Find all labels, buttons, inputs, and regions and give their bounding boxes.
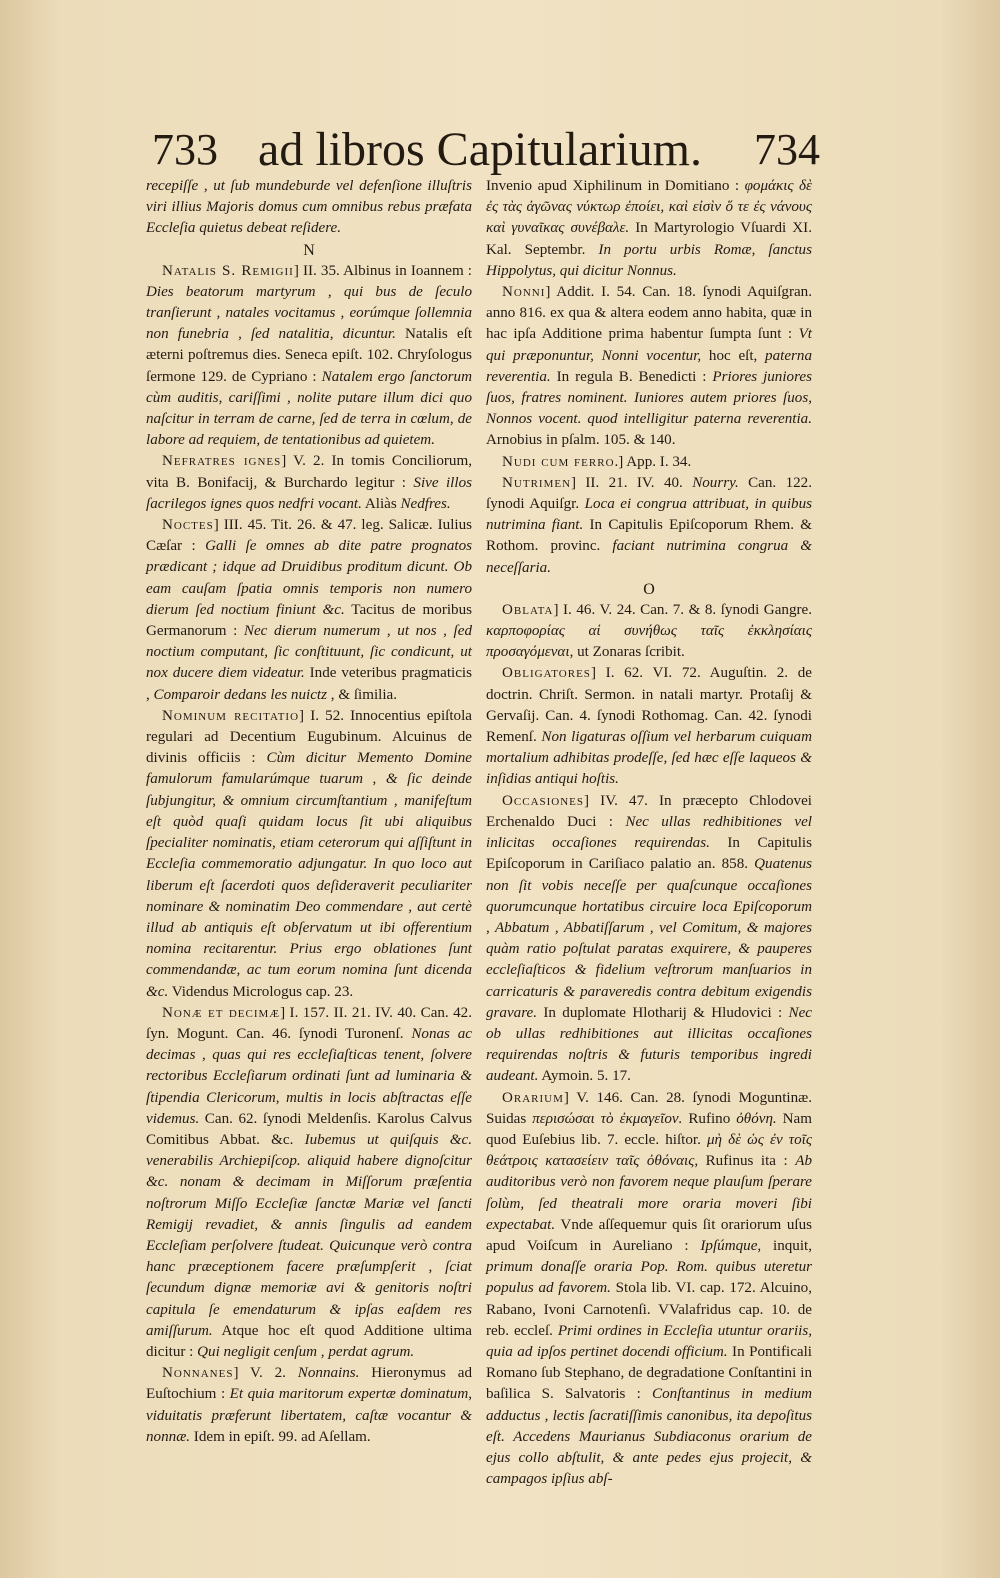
quotation: περισώσαι τὸ ἐκμαγεῖον. [532, 1110, 683, 1127]
page-number-right: 734 [754, 125, 820, 174]
entry-text: Can. 62. ſynodi Meldenſis. Karolus Calvus Comitibus Abbat. &c. [146, 1110, 472, 1148]
quotation: Cùm dicitur Memento Domine famulorum famularúmque tuarum , & ſic deinde ſubjungitur, & omnium circumſtantium , manifeſtum eſt quòd quaſi quidam locus ſit ubi aliquibus ſpecialiter nominatis, etiam ceterorum qui aſſiſtunt in Eccleſia commemoratio adjungatur. In quo loco aut liberum eſt ſacerdoti quos deſideraverit peculiariter nominare & nominatim Deo commendare , aut certè illud ab antiquis eſt obſervatum ut ibi offerentium nomina recitarentur. Prius ergo oblationes ſunt commendandæ, ac tum eorum nomina ſunt dicenda &c. [146, 750, 472, 1000]
quotation: primum donaſſe oraria Pop. Rom. quibus uteretur populus ad favorem. [486, 1259, 812, 1297]
quotation: In portu urbis Romæ, ſanctus Hippolytus, qui dicitur Nonnus. [486, 241, 812, 279]
entry-text: Atque hoc eſt quod Additione ultima dicitur : [146, 1322, 472, 1360]
glossary-entry [486, 473, 812, 579]
entry-headword: Obligatores [502, 665, 591, 682]
entry-text: .] App. I. 34. [614, 453, 692, 470]
entry-text: ] I. 62. VI. 72. Auguſtin. 2. de doctrin. Chriſt. Sermon. in natali martyr. Protaſij & Gervaſij. Can. 4. ſynodi Rothomag. Can. 42. ſynodi Remenſ. [486, 665, 812, 746]
entry-headword: Nominum recitatio [162, 707, 300, 724]
entry-text: Rufino [682, 1110, 737, 1127]
quotation: Nourry. [692, 474, 739, 491]
quotation: Non ligaturas oſſium vel herbarum cuiquam mortalium adhibitas prodeſſe, ſed hæc eſſe laqueos & inſidias antiqui hoſtis. [486, 729, 812, 788]
glossary-entry [486, 282, 812, 452]
running-title: ad libros Capitularium. [258, 123, 702, 176]
entry-text: ] I. 46. V. 24. Can. 7. & 8. ſynodi Gangre. [553, 601, 812, 618]
entry-headword: Nudi cum ferro [502, 453, 615, 470]
entry-text: Tacitus de moribus Germanorum : [146, 601, 473, 640]
quotation: Iubemus ut quiſquis &c. venerabilis Archiepiſcop. aliquid habere dignoſcitur &c. nonam & decimam in Miſſorum præſentia noſtrorum Miſſo Eccleſiæ ſanctæ Mariæ vel ſancti Remigij revadiet, & annis ſingulis ad eandem Eccleſiam perſolvere ſtudeat. Quicunque verò contra hanc præceptionem facere præſumpſerit , ſciat ſecundum dignæ memoriæ avi & genitoris noſtri capitula ſe emendaturum & ipſas eaſdem res amiſſurum. [146, 1131, 473, 1339]
glossary-entry [486, 1088, 812, 1491]
entry-headword: Nefratres ignes [162, 453, 282, 470]
entry-text: Idem in epiſt. 99. ad Aſellam. [190, 1428, 371, 1445]
entry-headword: Nonnanes [162, 1365, 234, 1382]
entry-text: ] V. 146. Can. 28. ſynodi Moguntinæ. Suidas [486, 1089, 812, 1127]
quotation: Quatenus non ſit vobis neceſſe per quaſcunque occaſiones quorumcunque hortatibus circuire loca Epiſcoporum , Abbatum , Abbatiſſarum , vel Comitum, & majores quàm ratio poſtulat paratas exquirere, & pauperes eccleſiaſticos & fidelium veſtrorum manſuarios in carricaturis & paraveredis contra debitum exigendis gravare. [486, 856, 812, 1021]
entry-text: Vnde aſſequemur quis ſit orariorum uſus apud Voiſcum in Aureliano : [486, 1216, 812, 1254]
entry-text: , ut Zonaras ſcribit. [569, 644, 685, 661]
quotation: Ab auditoribus verò non favorem neque plauſum ſperare ſolùm, ſed theatrali more oraria moveri ſibi expectabat. [486, 1153, 812, 1233]
entry-text: ] II. 35. Albinus in Ioannem : [293, 262, 472, 279]
glossary-entry [486, 176, 812, 282]
entry-text: ] V. 2. [233, 1365, 298, 1382]
quotation: Loca ei congrua attribuat, in quibus nutrimina fiant. [486, 496, 813, 534]
entry-text: Hieronymus ad Euſtochium : [146, 1365, 472, 1403]
entry-text: , inquit, [757, 1237, 812, 1254]
entry-text: ] III. 45. Tit. 26. & 47. leg. Salicæ. Iulius Cæſar : [146, 517, 472, 555]
section-letter: O [643, 580, 655, 598]
glossary-entry [146, 706, 472, 1003]
glossary-entry [146, 515, 472, 706]
quotation: Primi ordines in Eccleſia utuntur orariis, quia ad ipſos pertinet docendi officium. [486, 1322, 812, 1360]
entry-text: Invenio apud Xiphilinum in Domitiano : [486, 178, 745, 194]
quotation: καρποφορίας αἱ συνήθως ταῖς ἐκκλησίαις προσαγόμεναι [486, 623, 812, 661]
quotation: Natalem ergo ſanctorum cùm auditis, cariſſimi , nolite putare illum dici quo naſcitur in terram de carne, ſed de terra in cœlum, de labore ad requiem, de tentationibus ad quietem. [146, 368, 472, 449]
entry-text: Inde veteribus pragmaticis , [146, 665, 472, 703]
glossary-entry [146, 1003, 472, 1363]
glossary-entry [146, 1363, 472, 1448]
entry-text: Aymoin. 5. 17. [538, 1068, 631, 1085]
quotation: paterna reverentia. [486, 347, 812, 385]
entry-text: ] I. 52. Innocentius epiſtola regulari ad Decentium Eugubinum. Alcuinus de divinis officiis : [146, 707, 472, 767]
quotation: Nec ullas redhibitiones vel inlicitas occaſiones requirendas. [486, 813, 812, 852]
entry-text: Arnobius in pſalm. 105. & 140. [486, 432, 676, 449]
quotation: Vt qui præponuntur, Nonni vocentur, [486, 326, 812, 364]
page-number-left: 733 [152, 125, 218, 174]
glossary-entry [146, 176, 472, 240]
left-column [146, 176, 472, 1448]
entry-text: ] V. 2. In tomis Conciliorum, vita B. Bonifacij, & Burchardo legitur : [146, 453, 472, 491]
quotation: Nedfres. [400, 495, 451, 512]
quotation: Qui negligit cenſum , perdat agrum. [197, 1343, 415, 1360]
quotation: ὀθόνη. [736, 1110, 777, 1127]
entry-headword: Natalis S. Remigii [162, 262, 294, 279]
quotation: Priores juniores ſuos, fratres nominent. Iuniores autem priores ſuos, Nonnos vocent. quod intelligitur paterna reverentia. [486, 368, 812, 428]
entry-headword: Nonæ et decimæ [162, 1004, 281, 1021]
glossary-entry [486, 791, 812, 1088]
entry-text: ] Addit. I. 54. Can. 18. ſynodi Aquiſgran. anno 816. ex qua & altera eodem anno habita, quæ in hac ipſa Additione prima habentur ſumpta ſunt : [486, 284, 812, 343]
quotation: Dies beatorum martyrum , qui bus de ſeculo tranſierunt , natales vocitamus , eorúmque ſollemnia non funebria , ſed natalitia, dicuntur. [146, 283, 472, 343]
entry-text: hoc eſt, [701, 347, 766, 364]
glossary-entry [146, 261, 472, 452]
quotation: Nec dierum numerum , ut nos , ſed noctium computant, ſic conſtituunt, ſic condicunt, ut nox ducere diem videatur. [146, 623, 472, 682]
quotation: Ipſúmque [700, 1237, 758, 1254]
entry-text: Stola lib. VI. cap. 172. Alcuino, Rabano, Ivoni Carnotenſi. VValafridus cap. 10. de reb. eccleſ. [486, 1280, 812, 1339]
entry-text: Can. 122. ſynodi Aquiſgr. [486, 474, 812, 513]
entry-text: ] II. 21. IV. 40. [571, 474, 693, 491]
entry-headword: Occasiones [502, 792, 585, 809]
glossary-entry [486, 600, 812, 664]
quotation: recepiſſe , ut ſub mundeburde vel defenſione illuſtris viri illius Majoris domus cum omnibus rebus præfata Eccleſia quietus debeat reſidere. [146, 178, 472, 237]
entry-text: Natalis eſt æterni poſtremus dies. Seneca epiſt. 102. Chryſologus ſermone 129. de Cypriano : [146, 326, 473, 385]
glossary-entry [146, 451, 472, 515]
section-letter: N [303, 241, 315, 259]
entry-text: ] I. 157. II. 21. IV. 40. Can. 42. ſyn. Mogunt. Can. 46. ſynodi Turonenſ. [146, 1004, 473, 1042]
entry-headword: Oblata [502, 601, 554, 618]
quotation: Sive illos ſacrilegos ignes quos nedfri vocant. [146, 474, 472, 512]
glossary-entry [486, 452, 812, 473]
entry-text: Videndus Micrologus cap. 23. [168, 983, 354, 1000]
quotation: Nec ob ullas redhibitiones aut illicitas occaſiones requirendas noſtris & futuris temporibus ingredi audeant. [486, 1004, 812, 1085]
entry-text: , & ſimilia. [327, 686, 398, 703]
entry-headword: Nutrimen [502, 474, 572, 491]
entry-text: , Rufinus ita : [694, 1153, 796, 1170]
entry-headword: Noctes [162, 517, 214, 534]
entry-text: In regula B. Benedicti : [550, 368, 713, 385]
quotation: Conſtantinus in medium adductus , lectis ſacratiſſimis canonibus, ita depoſitus eſt. Accedens Maurianus Subdiaconus orarium de ejus collo abſtulit, & ante pedes ejus projecit, & campagos ipſius abſ- [486, 1386, 812, 1488]
entry-text: In Capitulis Epiſcoporum in Cariſiaco palatio an. 858. [486, 835, 812, 873]
entry-text: Nam quod Euſebius lib. 7. eccle. hiſtor. [486, 1110, 813, 1148]
entry-headword: Nonni [502, 284, 546, 301]
quotation: Galli ſe omnes ab dite patre prognatos prædicant ; idque ad Druidibus proditum dicunt. Ob eam cauſam ſpatia omnis temporis non numero dierum ſed noctium finiunt &c. [146, 538, 472, 618]
quotation: Comparoir dedans les nuictz [153, 686, 327, 703]
page-header [140, 120, 820, 180]
entry-text: ] IV. 47. In præcepto Chlodovei Erchenaldo Duci : [486, 792, 812, 830]
quotation: faciant nutrimina congrua & neceſſaria. [486, 538, 812, 576]
quotation: φομάκις δὲ ἐς τὰς ἀγῶνας νύκτωρ ἐποίει, καὶ εἰσὶν ὅ τε ἐς νάνους καὶ γυναῖκας συνέβαλε. [486, 178, 813, 237]
right-column [486, 176, 812, 1490]
entry-text: Aliàs [361, 495, 401, 512]
entry-headword: Orarium [502, 1089, 564, 1106]
quotation: Et quia maritorum expertæ dominatum, viduitatis præferunt libertatem, caſtæ vocantur & nonnæ. [146, 1386, 472, 1445]
quotation: Nonas ac decimas , quas qui res eccleſiaſticas tenent, ſolvere rectoribus Eccleſiarum ordinati ſunt ad luminaria & ſtipendia Clericorum, multis in locis abſtractas eſſe videmus. [146, 1025, 472, 1127]
quotation: μὴ δὲ ὡς ἐν τοῖς θεάτροις κατασείειν ταῖς ὀθόναις [486, 1131, 812, 1170]
entry-text: In Martyrologio Vſuardi XI. Kal. Septembr. [486, 220, 812, 258]
entry-text: In Pontificali Romano ſub Stephano, de degradatione Conſtantini in baſilica S. Salvatoris : [486, 1343, 812, 1403]
quotation: Nonnains. [297, 1365, 360, 1382]
glossary-entry [486, 663, 812, 790]
entry-text: In Capitulis Epiſcoporum Rhem. & Rothom. provinc. [486, 517, 812, 555]
entry-text: In duplomate Hlotharij & Hludovici : [537, 1004, 789, 1021]
